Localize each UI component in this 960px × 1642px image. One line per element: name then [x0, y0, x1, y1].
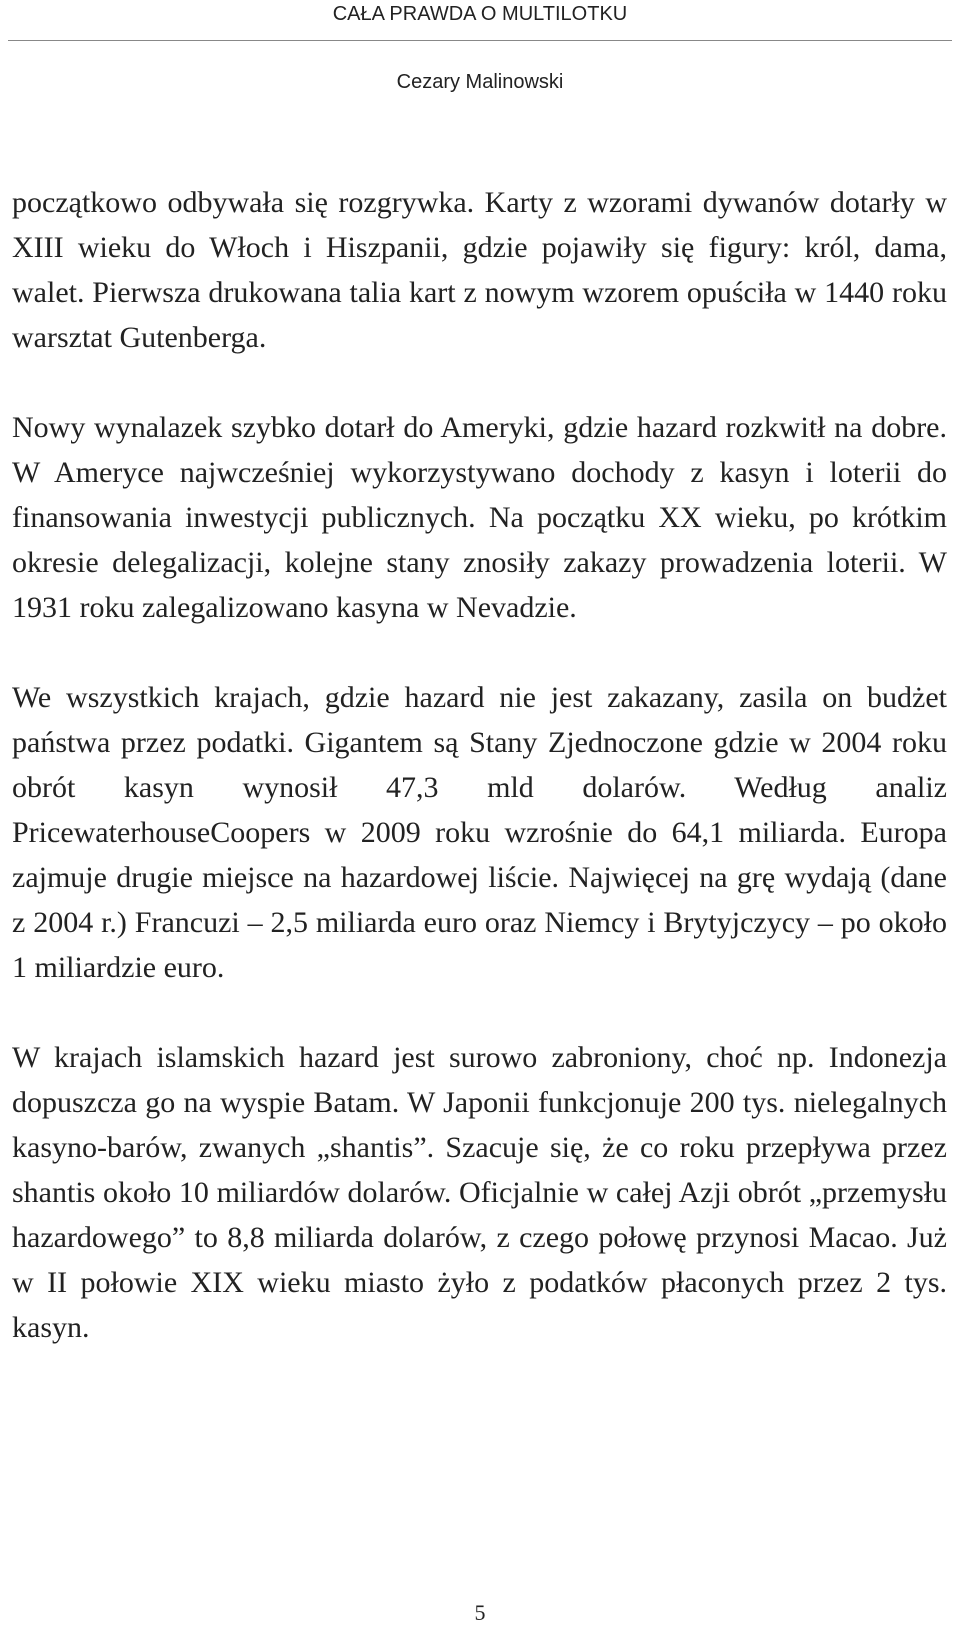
page-number: 5 — [474, 1600, 486, 1625]
body-text — [12, 180, 947, 1350]
author-name: Cezary Malinowski — [396, 71, 564, 93]
running-title: CAŁA PRAWDA O MULTILOTKU — [332, 3, 628, 25]
header-divider — [8, 40, 952, 41]
paragraph-2: Nowy wynalazek szybko dotarł do Ameryki, gdzie hazard rozkwitł na dobre. W Ameryce najwcześniej wykorzystywano dochody z kasyn i loterii do finansowania inwestycji publicznych. Na początku XX wieku, po krótkim okresie delegalizacji, kolejne stany znosiły zakazy prowadzenia loterii. W 1931 roku zalegalizowano kasyna w Nevadzie. — [12, 411, 947, 624]
paragraph-4: W krajach islamskich hazard jest surowo zabroniony, choć np. Indonezja dopuszcza go na wyspie Batam. W Japonii funkcjonuje 200 tys. nielegalnych kasyno-barów, zwanych „shantis”. Szacuje się, że co roku przepływa przez shantis około 10 miliardów dolarów. Oficjalnie w całej Azji obrót „przemysłu hazardowego” to 8,8 miliarda dolarów, z czego połowę przynosi Macao. Już w II połowie XIX wieku miasto żyło z podatków płaconych przez 2 tys. kasyn. — [12, 1041, 947, 1344]
paragraph-1: początkowo odbywała się rozgrywka. Karty z wzorami dywanów dotarły w XIII wieku do Włoch i Hiszpanii, gdzie pojawiły się figury: król, dama, walet. Pierwsza drukowana talia kart z nowym wzorem opuściła w 1440 roku warsztat Gutenberga. — [12, 186, 947, 354]
paragraph-3: We wszystkich krajach, gdzie hazard nie jest zakazany, zasila on budżet państwa przez podatki. Gigantem są Stany Zjednoczone gdzie w 2004 roku obrót kasyn wynosił 47,3 mld dolarów. Według analiz PricewaterhouseCoopers w 2009 roku wzrośnie do 64,1 miliarda. Europa zajmuje drugie miejsce na hazardowej liście. Najwięcej na grę wydają (dane z 2004 r.) Francuzi – 2,5 miliarda euro oraz Niemcy i Brytyjczycy – po około 1 miliardzie euro. — [12, 681, 947, 984]
